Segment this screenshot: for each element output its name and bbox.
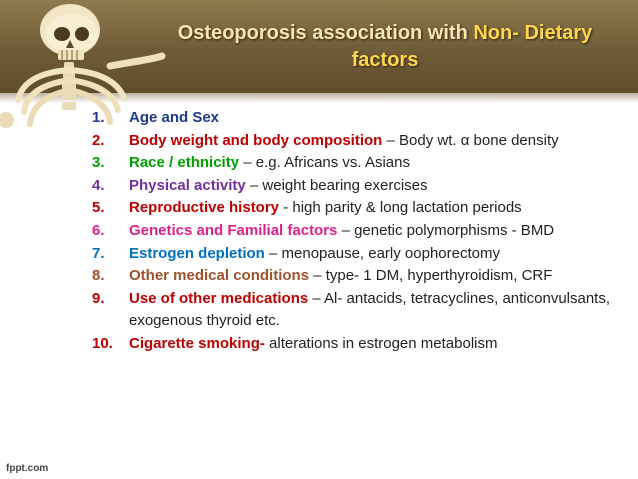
list-item-key: Genetics and Familial factors [129, 221, 338, 239]
list-item-detail: – e.g. Africans vs. Asians [239, 154, 410, 172]
list-item-detail: alterations in estrogen metabolism [264, 334, 498, 352]
list-item-number: 1. [92, 109, 105, 126]
list-item-text [129, 288, 632, 333]
list-item-text [129, 220, 632, 243]
list-item [92, 220, 632, 243]
list-item-text [129, 152, 632, 175]
title-line1-plain: Osteoporosis association with [177, 22, 468, 44]
footer-brand: fppt.com [6, 463, 49, 474]
list-item-detail: – Al- antacids, tetracyclines, anticonvulsants, exogenous thyroid etc. [129, 289, 611, 330]
list-item-number: 8. [92, 267, 105, 285]
list-item-key: Race / ethnicity [129, 154, 240, 172]
list-item-key: Physical activity [129, 176, 246, 194]
list-item [92, 152, 632, 175]
list-item-text [129, 243, 632, 266]
list-item [92, 243, 632, 266]
slide-title [150, 20, 620, 74]
list-item-detail: – menopause, early oophorectomy [264, 244, 500, 262]
list-item-number: 10. [92, 334, 113, 352]
list-item-text [129, 197, 632, 220]
list-item [92, 333, 632, 356]
list-item [92, 288, 632, 333]
list-item-text [129, 130, 632, 153]
list-item-number: 2. [92, 131, 105, 149]
list-item-detail: – type- 1 DM, hyperthyroidism, CRF [309, 267, 553, 285]
list-item [92, 197, 632, 220]
list-item [92, 130, 632, 153]
list-item-text [129, 265, 632, 288]
list-item-detail: – Body wt. α bone density [382, 131, 559, 149]
list-item-number: 3. [92, 154, 105, 172]
list-item-key: Cigarette smoking- [129, 334, 265, 352]
list-item-key: Reproductive history [129, 199, 280, 217]
list-item [92, 175, 632, 198]
list-item-key: Other medical conditions [129, 267, 310, 285]
list-item-detail: - high parity & long lactation periods [279, 199, 522, 217]
list-item-number: 7. [92, 244, 105, 262]
list-item-number: 9. [92, 289, 105, 307]
list-item-text [129, 107, 632, 130]
list-item [92, 265, 632, 288]
list-item-key: Estrogen depletion [129, 244, 265, 262]
title-line1-highlight: Non- Dietary [473, 22, 593, 44]
list-item-detail: – genetic polymorphisms - BMD [337, 221, 555, 239]
list-item-number: 5. [92, 199, 105, 217]
title-line2-highlight: factors [351, 49, 419, 71]
list-item-key: Body weight and body composition [129, 131, 383, 149]
list-item [92, 107, 632, 130]
list-item-text [129, 333, 632, 356]
list-item-key: Age and Sex [129, 109, 220, 126]
list-item-number: 4. [92, 176, 105, 194]
list-item-text [129, 175, 632, 198]
list-item-number: 6. [92, 221, 105, 239]
factor-list [92, 107, 632, 356]
list-item-detail: – weight bearing exercises [245, 176, 428, 194]
list-item-key: Use of other medications [129, 289, 309, 307]
